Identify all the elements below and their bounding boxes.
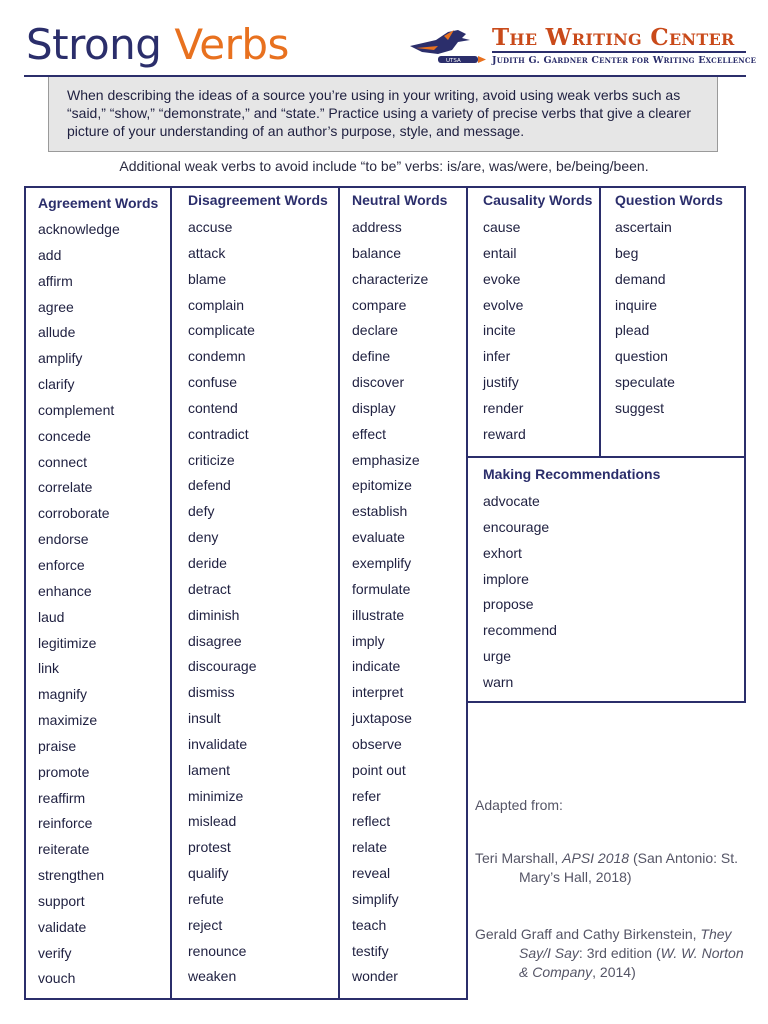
neutral-word: establish: [352, 503, 408, 520]
logo-divider: [492, 51, 746, 53]
neutral-word: epitomize: [352, 477, 412, 494]
disagreement-word: mislead: [188, 813, 237, 830]
disagreement-word: dismiss: [188, 684, 235, 701]
disagreement-word-list: [188, 218, 257, 993]
agreement-word: corroborate: [38, 505, 110, 522]
intro-box: [48, 77, 718, 152]
causality-heading: Causality Words: [483, 192, 593, 208]
agreement-word: complement: [38, 401, 115, 418]
neutral-word: juxtapose: [352, 710, 412, 727]
citation-marshall: Teri Marshall, APSI 2018 (San Antonio: St. Mary’s Hall, 2018): [475, 850, 739, 885]
neutral-word: effect: [352, 425, 386, 442]
disagreement-word: invalidate: [188, 735, 248, 752]
disagreement-word: contend: [188, 399, 238, 416]
question-heading: Question Words: [615, 192, 723, 208]
disagreement-word: diminish: [188, 606, 240, 623]
agreement-word: legitimize: [38, 634, 97, 651]
question-word: demand: [615, 270, 666, 287]
title-word-strong: Strong: [26, 20, 162, 69]
disagreement-word: lament: [188, 761, 231, 778]
neutral-word: illustrate: [352, 606, 405, 623]
disagreement-word: defy: [188, 503, 215, 520]
disagreement-word: condemn: [188, 348, 246, 365]
agreement-word: magnify: [38, 686, 88, 703]
intro-text: When describing the ideas of a source you’re using in your writing, avoid using weak verbs such as “said,” “show,” “demonstrate,” and “state.” Practice using a variety of precise verbs that give a clearer picture of your understanding of an author’s purpose, style, and message.: [67, 87, 692, 139]
neutral-word: simplify: [352, 890, 399, 907]
recommendations-box: [466, 456, 746, 703]
causality-word: cause: [483, 219, 521, 235]
neutral-word: wonder: [352, 968, 398, 985]
causality-word: infer: [483, 348, 511, 365]
agreement-word: praise: [38, 737, 77, 754]
neutral-word: declare: [352, 322, 398, 339]
neutral-word: characterize: [352, 270, 429, 287]
agreement-word: allude: [38, 324, 76, 341]
agreement-word: link: [38, 660, 60, 677]
agreement-word: connect: [38, 453, 88, 470]
causality-word: render: [483, 399, 524, 416]
neutral-word: interpret: [352, 684, 404, 701]
title-word-verbs: Verbs: [174, 20, 289, 69]
neutral-word: exemplify: [352, 554, 412, 571]
causality-word: evolve: [483, 296, 524, 313]
agreement-word: amplify: [38, 350, 83, 367]
disagreement-word: detract: [188, 580, 231, 597]
question-word: plead: [615, 322, 650, 339]
recommendation-word-list: [483, 492, 557, 699]
causality-word: entail: [483, 244, 517, 261]
agreement-column: [24, 186, 172, 1000]
causality-word: justify: [483, 374, 519, 391]
page-title: [26, 20, 289, 70]
neutral-column: [338, 186, 468, 1000]
disagreement-word: deny: [188, 529, 219, 546]
agreement-word: reinforce: [38, 815, 93, 832]
disagreement-word: discourage: [188, 658, 257, 675]
agreement-word: endorse: [38, 531, 89, 548]
causality-column: [466, 186, 601, 458]
neutral-word: indicate: [352, 658, 401, 675]
question-word: suggest: [615, 399, 665, 416]
agreement-word: support: [38, 892, 85, 909]
disagreement-word: refute: [188, 890, 224, 907]
neutral-word: define: [352, 348, 391, 365]
neutral-word: display: [352, 399, 396, 416]
question-word: speculate: [615, 374, 675, 391]
neutral-word: point out: [352, 761, 406, 778]
credits-label: Adapted from:: [475, 797, 563, 813]
neutral-word: address: [352, 219, 402, 235]
causality-word: reward: [483, 425, 526, 442]
disagreement-word: qualify: [188, 865, 229, 882]
disagreement-word: deride: [188, 554, 227, 571]
agreement-word: agree: [38, 298, 74, 315]
neutral-word: reflect: [352, 813, 391, 830]
agreement-word: clarify: [38, 376, 75, 393]
agreement-word: reiterate: [38, 841, 90, 858]
recommendation-word: propose: [483, 596, 534, 613]
disagreement-word: renounce: [188, 942, 247, 959]
disagreement-word: complicate: [188, 322, 255, 339]
disagreement-column: [170, 186, 340, 1000]
disagreement-word: complain: [188, 296, 245, 313]
agreement-word: vouch: [38, 970, 76, 987]
question-column: [599, 186, 746, 458]
disagreement-word: disagree: [188, 632, 242, 649]
causality-word: incite: [483, 322, 516, 339]
utsa-badge: UTSA: [446, 58, 461, 64]
neutral-word: discover: [352, 374, 405, 391]
credits: [475, 796, 755, 982]
recommendation-word: recommend: [483, 622, 557, 639]
neutral-word: compare: [352, 296, 407, 313]
question-word: inquire: [615, 296, 658, 313]
disagreement-word: minimize: [188, 787, 244, 804]
agreement-word: laud: [38, 608, 65, 625]
agreement-word: affirm: [38, 272, 73, 289]
recommendation-word: exhort: [483, 544, 522, 561]
agreement-word: enforce: [38, 556, 85, 573]
agreement-word: enhance: [38, 582, 92, 599]
neutral-word: observe: [352, 735, 402, 752]
citation-graff: Gerald Graff and Cathy Birkenstein, They Say/I Say: 3rd edition (W. W. Norton & Company, 2014): [475, 926, 744, 980]
question-word: question: [615, 348, 668, 365]
neutral-word: emphasize: [352, 451, 420, 468]
agreement-word: validate: [38, 918, 87, 935]
neutral-word: teach: [352, 916, 387, 933]
recommendation-word: urge: [483, 648, 512, 665]
agreement-word: verify: [38, 944, 72, 961]
neutral-word: evaluate: [352, 529, 405, 546]
agreement-heading: Agreement Words: [38, 195, 159, 211]
disagreement-word: confuse: [188, 374, 238, 391]
agreement-word: promote: [38, 763, 90, 780]
agreement-word: concede: [38, 427, 91, 444]
roadrunner-icon: [408, 26, 488, 68]
disagreement-word: attack: [188, 244, 226, 261]
logo-subtitle: Judith G. Gardner Center for Writing Excellence: [492, 55, 757, 66]
neutral-word-list: [352, 218, 428, 993]
neutral-word: refer: [352, 787, 381, 804]
disagreement-word: contradict: [188, 425, 249, 442]
disagreement-word: weaken: [188, 968, 237, 985]
agreement-word: strengthen: [38, 867, 105, 884]
recommendation-word: warn: [483, 673, 514, 690]
disagreement-word: accuse: [188, 219, 233, 235]
neutral-word: relate: [352, 839, 388, 856]
agreement-word: maximize: [38, 712, 98, 729]
causality-word: evoke: [483, 270, 521, 287]
question-word: ascertain: [615, 219, 672, 235]
neutral-word: testify: [352, 942, 389, 959]
agreement-word: correlate: [38, 479, 93, 496]
agreement-word: acknowledge: [38, 221, 120, 237]
neutral-heading: Neutral Words: [352, 192, 448, 208]
recommendations-heading: Making Recommendations: [483, 466, 661, 482]
recommendation-word: encourage: [483, 518, 550, 535]
agreement-word: add: [38, 246, 62, 263]
disagreement-word: reject: [188, 916, 223, 933]
neutral-word: reveal: [352, 865, 391, 882]
question-word: beg: [615, 244, 639, 261]
neutral-word: formulate: [352, 580, 411, 597]
disagreement-word: protest: [188, 839, 231, 856]
recommendation-word: implore: [483, 570, 529, 587]
logo-name: The Writing Center: [492, 24, 735, 51]
recommendation-word: advocate: [483, 493, 540, 509]
disagreement-word: blame: [188, 270, 227, 287]
disagreement-heading: Disagreement Words: [188, 192, 328, 208]
question-word-list: [615, 218, 675, 425]
weak-verbs-note: Additional weak verbs to avoid include “to be” verbs: is/are, was/were, be/being/been.: [119, 158, 649, 174]
writing-center-logo: [408, 24, 757, 72]
neutral-word: imply: [352, 632, 385, 649]
agreement-word-list: [38, 220, 120, 995]
agreement-word: reaffirm: [38, 789, 86, 806]
disagreement-word: criticize: [188, 451, 235, 468]
neutral-word: balance: [352, 244, 402, 261]
disagreement-word: insult: [188, 710, 221, 727]
disagreement-word: defend: [188, 477, 231, 494]
causality-word-list: [483, 218, 526, 451]
